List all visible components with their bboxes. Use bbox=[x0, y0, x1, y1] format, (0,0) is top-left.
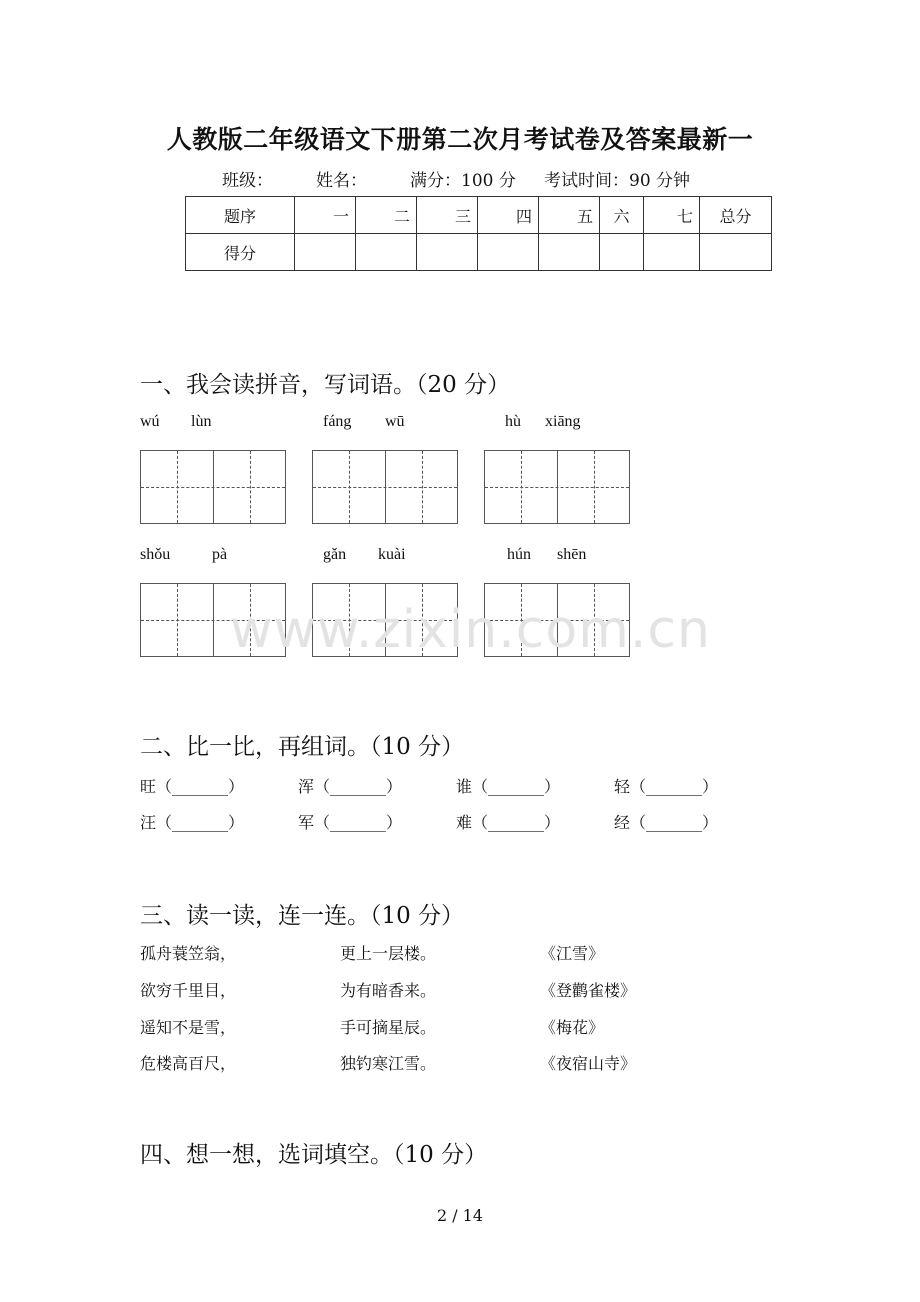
poem-line-first: 孤舟蓑笠翁， bbox=[140, 944, 237, 963]
header-cell: 六 bbox=[600, 197, 644, 234]
pinyin: hù bbox=[505, 413, 521, 430]
name-label: 姓名： bbox=[316, 171, 367, 191]
compare-item: 汪（_______） bbox=[140, 813, 245, 832]
pinyin: wú bbox=[140, 413, 160, 430]
poem-line-first: 危楼高百尺， bbox=[140, 1054, 237, 1073]
writing-grid[interactable] bbox=[140, 450, 286, 524]
score-cell[interactable] bbox=[539, 234, 600, 271]
score-cell[interactable] bbox=[417, 234, 478, 271]
poem-line-second: 更上一层楼。 bbox=[340, 944, 437, 963]
compare-item: 谁（_______） bbox=[456, 777, 561, 796]
section3-heading: 三、读一读，连一连。（10 分） bbox=[140, 903, 465, 929]
header-cell: 四 bbox=[478, 197, 539, 234]
header-cell: 二 bbox=[356, 197, 417, 234]
compare-item: 军（_______） bbox=[298, 813, 403, 832]
compare-item: 浑（_______） bbox=[298, 777, 403, 796]
score-cell[interactable] bbox=[700, 234, 772, 271]
poem-title: 《梅花》 bbox=[540, 1018, 605, 1037]
poem-line-second: 手可摘星辰。 bbox=[340, 1018, 437, 1037]
class-label: 班级： bbox=[222, 171, 273, 191]
poem-line-first: 遥知不是雪， bbox=[140, 1018, 237, 1037]
full-score-label: 满分：100 分 bbox=[410, 171, 516, 191]
compare-item: 经（_______） bbox=[614, 813, 719, 832]
score-row-label: 得分 bbox=[186, 234, 295, 271]
poem-title: 《夜宿山寺》 bbox=[540, 1054, 637, 1073]
score-cell[interactable] bbox=[295, 234, 356, 271]
score-cell[interactable] bbox=[356, 234, 417, 271]
exam-time-label: 考试时间：90 分钟 bbox=[544, 171, 691, 191]
poem-line-second: 为有暗香来。 bbox=[340, 981, 437, 1000]
section1-heading: 一、我会读拼音，写词语。（20 分） bbox=[140, 372, 511, 398]
page-title: 人教版二年级语文下册第二次月考试卷及答案最新一 bbox=[166, 125, 754, 154]
poem-title: 《登鹳雀楼》 bbox=[540, 981, 637, 1000]
header-cell: 一 bbox=[295, 197, 356, 234]
score-table-header-row bbox=[186, 197, 772, 234]
pinyin: lùn bbox=[191, 413, 212, 430]
pinyin: shēn bbox=[557, 546, 587, 563]
pinyin: fáng bbox=[323, 413, 352, 430]
compare-item: 旺（_______） bbox=[140, 777, 245, 796]
compare-item: 轻（_______） bbox=[614, 777, 719, 796]
section4-heading: 四、想一想，选词填空。（10 分） bbox=[140, 1142, 488, 1168]
pinyin: shǒu bbox=[140, 546, 171, 563]
score-table-score-row bbox=[186, 234, 772, 271]
writing-grid[interactable] bbox=[484, 450, 630, 524]
poem-line-first: 欲穷千里目， bbox=[140, 981, 237, 1000]
pinyin: hún bbox=[507, 546, 531, 563]
section2-heading: 二、比一比，再组词。（10 分） bbox=[140, 734, 465, 760]
header-cell: 总分 bbox=[700, 197, 772, 234]
poem-line-second: 独钓寒江雪。 bbox=[340, 1054, 437, 1073]
pinyin: pà bbox=[212, 546, 228, 563]
score-cell[interactable] bbox=[600, 234, 644, 271]
score-table bbox=[185, 196, 772, 271]
header-cell: 三 bbox=[417, 197, 478, 234]
pinyin: xiāng bbox=[545, 413, 581, 430]
header-cell: 五 bbox=[539, 197, 600, 234]
score-cell[interactable] bbox=[644, 234, 700, 271]
page-number: 2 / 14 bbox=[436, 1206, 484, 1225]
header-cell: 题序 bbox=[186, 197, 295, 234]
pinyin: wū bbox=[385, 413, 405, 430]
compare-item: 难（_______） bbox=[456, 813, 561, 832]
header-cell: 七 bbox=[644, 197, 700, 234]
poem-title: 《江雪》 bbox=[540, 944, 605, 963]
watermark: www.zixin.com.cn bbox=[230, 600, 711, 660]
pinyin: gǎn bbox=[323, 546, 347, 563]
pinyin: kuài bbox=[378, 546, 406, 563]
score-cell[interactable] bbox=[478, 234, 539, 271]
writing-grid[interactable] bbox=[312, 450, 458, 524]
